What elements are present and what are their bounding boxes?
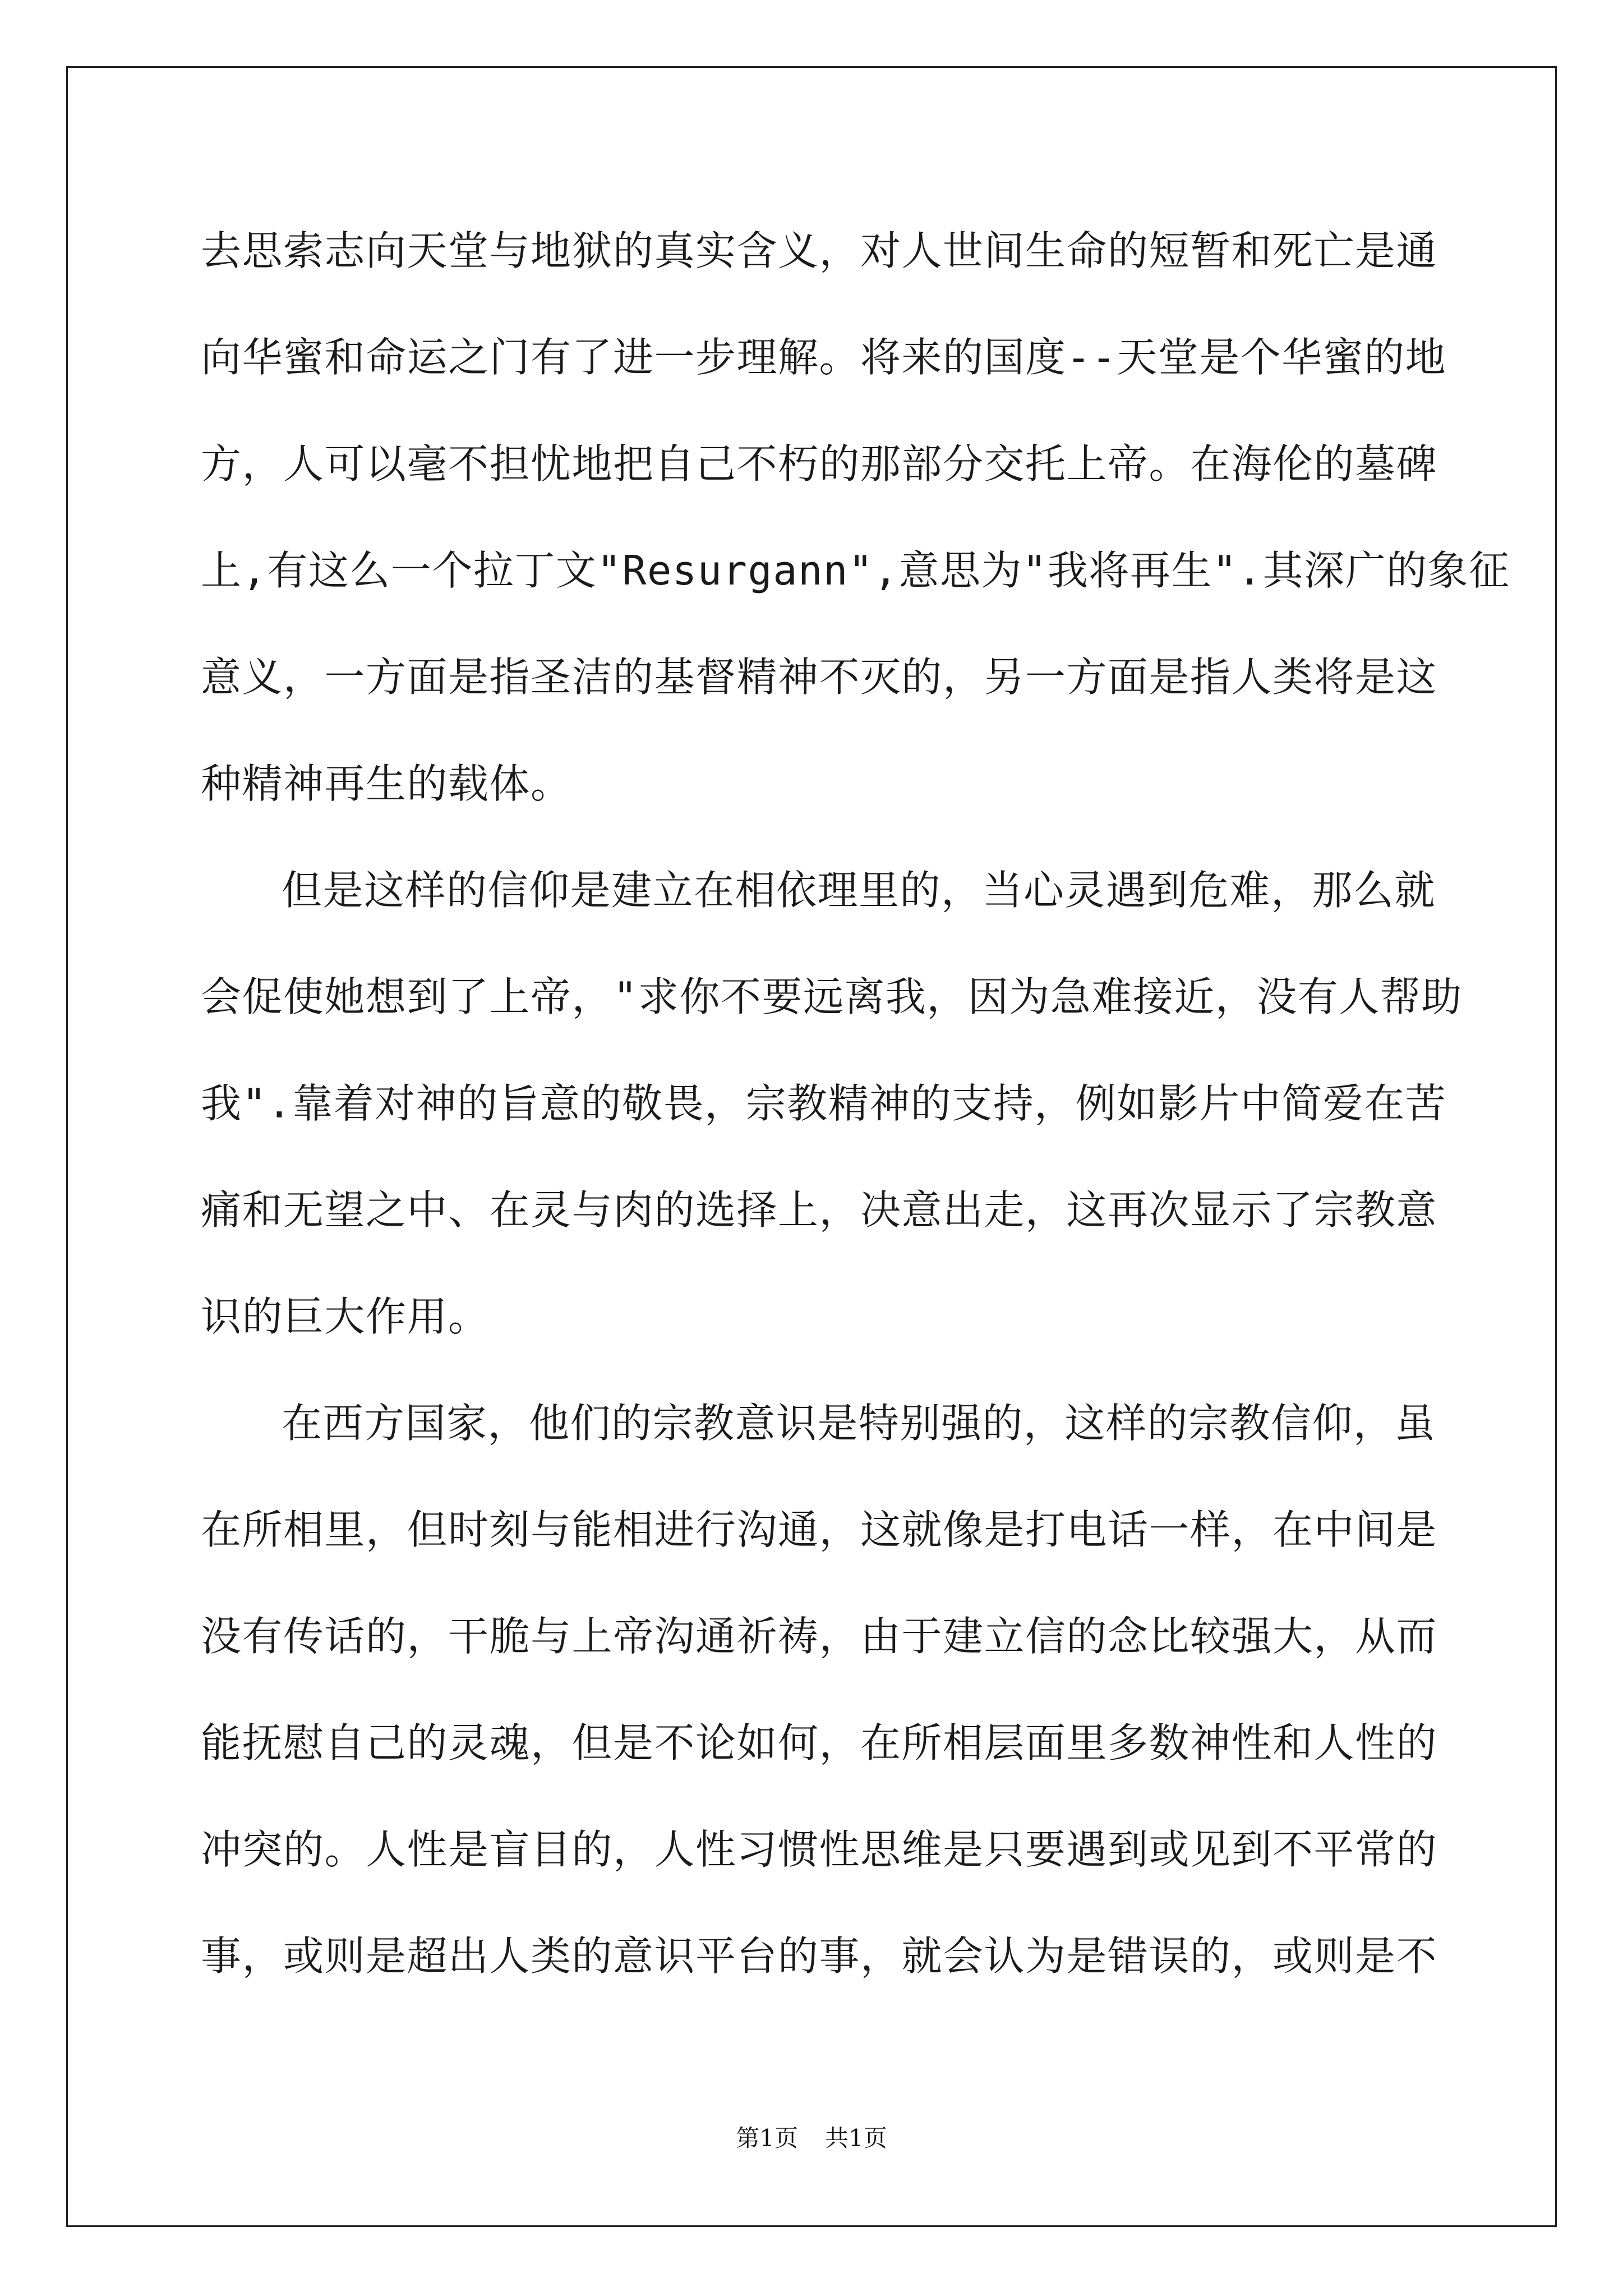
text-line: 上,有这么一个拉丁文"Resurgann",意思为"我将再生".其深广的象征 — [201, 547, 1510, 594]
text-line: 意义，一方面是指圣洁的基督精神不灭的，另一方面是指人类将是这 — [201, 654, 1438, 701]
page-footer — [0, 2122, 1623, 2155]
text-line: 我".靠着对神的旨意的敬畏，宗教精神的支持，例如影片中简爱在苦 — [201, 1080, 1447, 1127]
page-total: 共1页 — [825, 2124, 887, 2152]
text-line: 向华蜜和命运之门有了进一步理解。将来的国度--天堂是个华蜜的地 — [201, 334, 1447, 381]
text-line: 没有传话的，干脆与上帝沟通祈祷，由于建立信的念比较强大，从而 — [201, 1613, 1438, 1660]
text-line: 能抚慰自己的灵魂，但是不论如何，在所相层面里多数神性和人性的 — [201, 1719, 1438, 1766]
paragraph-start-line: 在西方国家，他们的宗教意识是特别强的，这样的宗教信仰，虽 — [282, 1400, 1436, 1447]
text-line: 识的巨大作用。 — [201, 1293, 490, 1340]
text-line: 种精神再生的载体。 — [201, 760, 572, 807]
text-line: 方，人可以毫不担忧地把自己不朽的那部分交托上帝。在海伦的墓碑 — [201, 440, 1438, 487]
paragraph-start-line: 但是这样的信仰是建立在相依理里的，当心灵遇到危难，那么就 — [282, 867, 1436, 914]
text-line: 去思索志向天堂与地狱的真实含义，对人世间生命的短暂和死亡是通 — [201, 227, 1438, 274]
text-line: 痛和无望之中、在灵与肉的选择上，决意出走，这再次显示了宗教意 — [201, 1186, 1438, 1234]
text-line: 会促使她想到了上帝，"求你不要远离我，因为急难接近，没有人帮助 — [201, 973, 1463, 1020]
text-line: 在所相里，但时刻与能相进行沟通，这就像是打电话一样，在中间是 — [201, 1506, 1438, 1553]
document-body — [201, 220, 1510, 2032]
text-line: 事，或则是超出人类的意识平台的事，就会认为是错误的，或则是不 — [201, 1932, 1438, 1980]
page-number: 第1页 — [736, 2124, 798, 2152]
text-line: 冲突的。人性是盲目的，人性习惯性思维是只要遇到或见到不平常的 — [201, 1826, 1438, 1873]
